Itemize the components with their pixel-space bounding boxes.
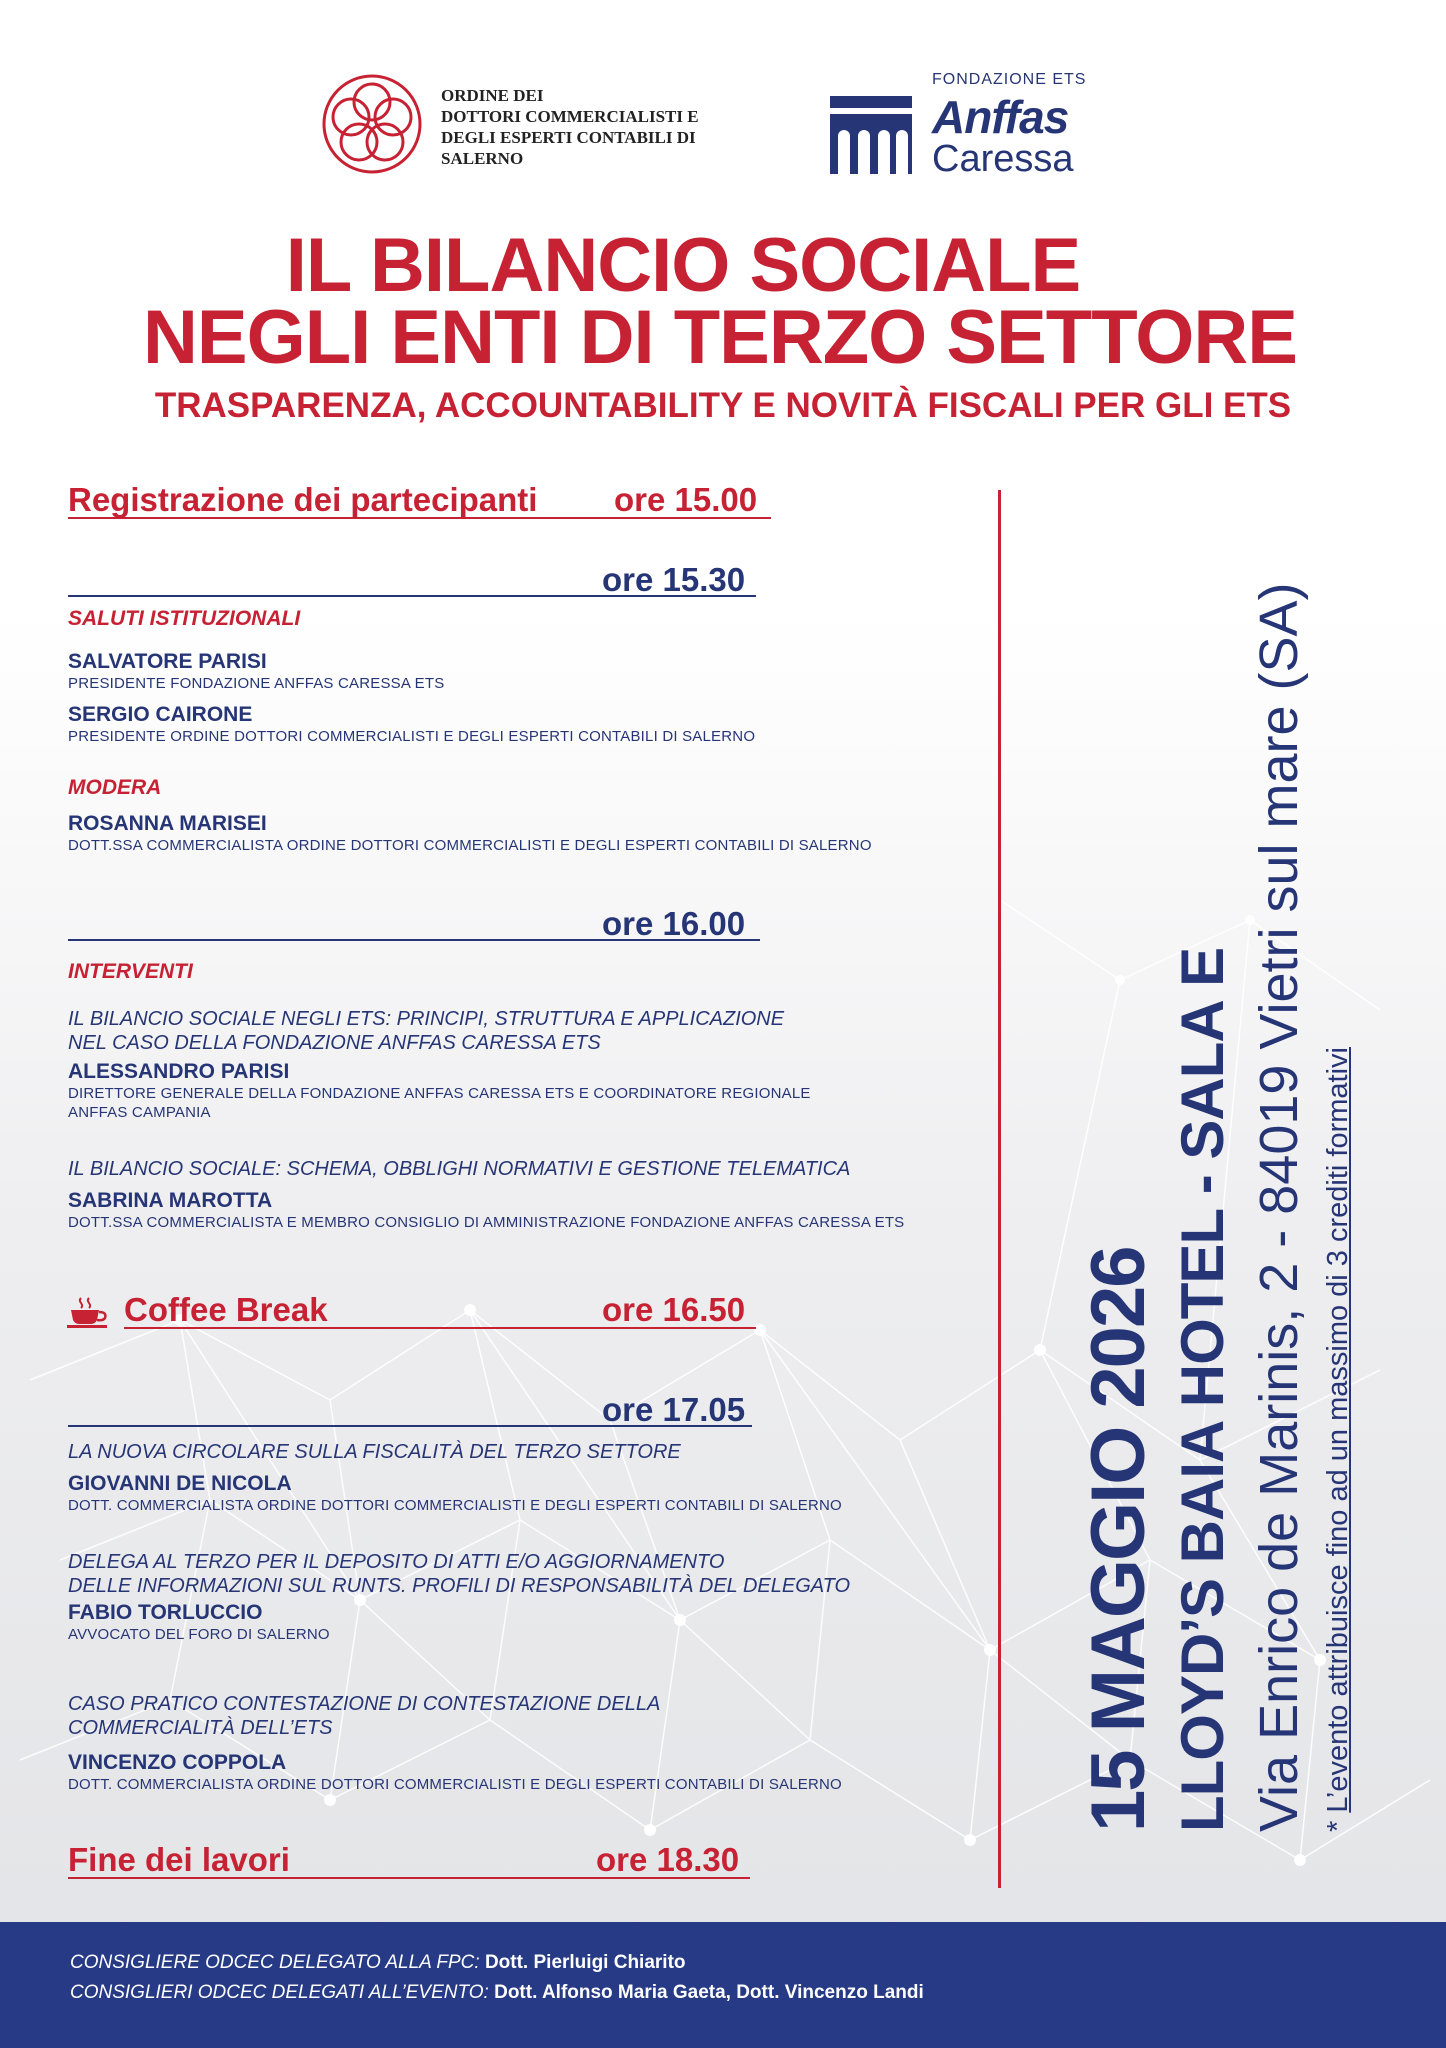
footer-line-1-value: Dott. Pierluigi Chiarito — [484, 1952, 686, 1973]
talk-title: DELLE INFORMAZIONI SUL RUNTS. PROFILI DI RESPONSABILITÀ DEL DELEGATO — [68, 1575, 851, 1597]
event-venue: LLOYD’S BAIA HOTEL - SALA E — [1169, 947, 1236, 1832]
talk-title: NEL CASO DELLA FONDAZIONE ANFFAS CARESSA ETS — [68, 1032, 601, 1054]
end-label: Fine dei lavori — [68, 1841, 290, 1878]
anffas-logo-mark — [830, 92, 912, 174]
credits-note-text: L’evento attribuisce fino ad un massimo di 3 crediti formativi — [1322, 1047, 1354, 1813]
credits-note-star: * — [1322, 1812, 1354, 1832]
talk-title: CASO PRATICO CONTESTAZIONE DI CONTESTAZIONE DELLA — [68, 1693, 661, 1715]
odcec-logo — [320, 72, 424, 176]
coffee-cup-icon — [67, 1296, 109, 1328]
saluti-label: SALUTI ISTITUZIONALI — [68, 607, 301, 630]
speaker-role: DOTT.SSA COMMERCIALISTA E MEMBRO CONSIGLIO DI AMMINISTRAZIONE FONDAZIONE ANFFAS CARESSA ETS — [68, 1214, 905, 1231]
end-rule — [68, 1877, 750, 1879]
talk-title: DELEGA AL TERZO PER IL DEPOSITO DI ATTI E/O AGGIORNAMENTO — [68, 1551, 725, 1573]
speaker-name: FABIO TORLUCCIO — [68, 1601, 263, 1624]
speaker-role: DIRETTORE GENERALE DELLA FONDAZIONE ANFFAS CARESSA ETS E COORDINATORE REGIONALE — [68, 1085, 811, 1102]
speaker-role: PRESIDENTE FONDAZIONE ANFFAS CARESSA ETS — [68, 675, 445, 692]
speaker-role: DOTT. COMMERCIALISTA ORDINE DOTTORI COMMERCIALISTI E DEGLI ESPERTI CONTABILI DI SALERNO — [68, 1776, 842, 1793]
title-line-2: NEGLI ENTI DI TERZO SETTORE — [143, 295, 1297, 380]
credits-note — [1322, 1047, 1355, 1832]
speaker-name: SALVATORE PARISI — [68, 650, 267, 673]
interventi-label: INTERVENTI — [68, 960, 193, 983]
speaker-role: DOTT. COMMERCIALISTA ORDINE DOTTORI COMMERCIALISTI E DEGLI ESPERTI CONTABILI DI SALERNO — [68, 1497, 842, 1514]
anffas-wordmark: Anffas — [932, 91, 1069, 143]
speaker-name: SABRINA MAROTTA — [68, 1189, 273, 1212]
modera-label: MODERA — [68, 776, 162, 799]
talk-title: LA NUOVA CIRCOLARE SULLA FISCALITÀ DEL TERZO SETTORE — [68, 1441, 681, 1463]
moderator-name: ROSANNA MARISEI — [68, 812, 267, 835]
block1-time: ore 15.30 — [602, 561, 746, 598]
moderator-role: DOTT.SSA COMMERCIALISTA ORDINE DOTTORI COMMERCIALISTI E DEGLI ESPERTI CONTABILI DI SALERNO — [68, 837, 872, 854]
title-line-1: IL BILANCIO SOCIALE — [285, 223, 1081, 308]
anffas-fondazione-label: FONDAZIONE ETS — [932, 71, 1087, 88]
footer-line-1-label: CONSIGLIERE ODCEC DELEGATO ALLA FPC: — [70, 1952, 480, 1973]
block3-time: ore 17.05 — [602, 1391, 746, 1428]
footer-line-1 — [70, 1952, 686, 1974]
speaker-name: SERGIO CAIRONE — [68, 703, 253, 726]
anffas-caressa-label: Caressa — [932, 138, 1074, 180]
speaker-role: AVVOCATO DEL FORO DI SALERNO — [68, 1626, 330, 1643]
registration-rule — [68, 517, 771, 519]
vertical-divider — [998, 490, 1001, 1888]
speaker-name: VINCENZO COPPOLA — [68, 1751, 287, 1774]
coffee-rule — [124, 1327, 756, 1329]
speaker-name: ALESSANDRO PARISI — [68, 1060, 290, 1083]
speaker-role: ANFFAS CAMPANIA — [68, 1104, 211, 1121]
event-date: 15 MAGGIO 2026 — [1076, 1247, 1161, 1832]
footer-line-2-value: Dott. Alfonso Maria Gaeta, Dott. Vincenzo Landi — [494, 1982, 924, 2003]
talk-title: IL BILANCIO SOCIALE: SCHEMA, OBBLIGHI NORMATIVI E GESTIONE TELEMATICA — [68, 1158, 851, 1180]
subtitle: TRASPARENZA, ACCOUNTABILITY E NOVITÀ FISCALI PER GLI ETS — [154, 386, 1292, 425]
speaker-name: GIOVANNI DE NICOLA — [68, 1472, 292, 1495]
block2-time: ore 16.00 — [602, 905, 746, 942]
coffee-break-time: ore 16.50 — [602, 1291, 746, 1328]
talk-title: COMMERCIALITÀ DELL’ETS — [68, 1717, 333, 1739]
end-time: ore 18.30 — [596, 1841, 740, 1878]
footer-line-2 — [70, 1982, 924, 2004]
odcec-name: ORDINE DEI DOTTORI COMMERCIALISTI E DEGLI ESPERTI CONTABILI DI SALERNO — [441, 86, 699, 168]
event-address: Via Enrico de Marinis, 2 - 84019 Vietri sul mare (SA) — [1249, 582, 1309, 1832]
coffee-break-label: Coffee Break — [124, 1291, 328, 1328]
speaker-role: PRESIDENTE ORDINE DOTTORI COMMERCIALISTI E DEGLI ESPERTI CONTABILI DI SALERNO — [68, 728, 756, 745]
talk-title: IL BILANCIO SOCIALE NEGLI ETS: PRINCIPI, STRUTTURA E APPLICAZIONE — [68, 1008, 785, 1030]
registration-label: Registrazione dei partecipanti — [68, 481, 538, 518]
footer-bar — [0, 1922, 1446, 2048]
registration-time: ore 15.00 — [614, 481, 758, 518]
footer-line-2-label: CONSIGLIERI ODCEC DELEGATI ALL’EVENTO: — [70, 1982, 489, 2003]
